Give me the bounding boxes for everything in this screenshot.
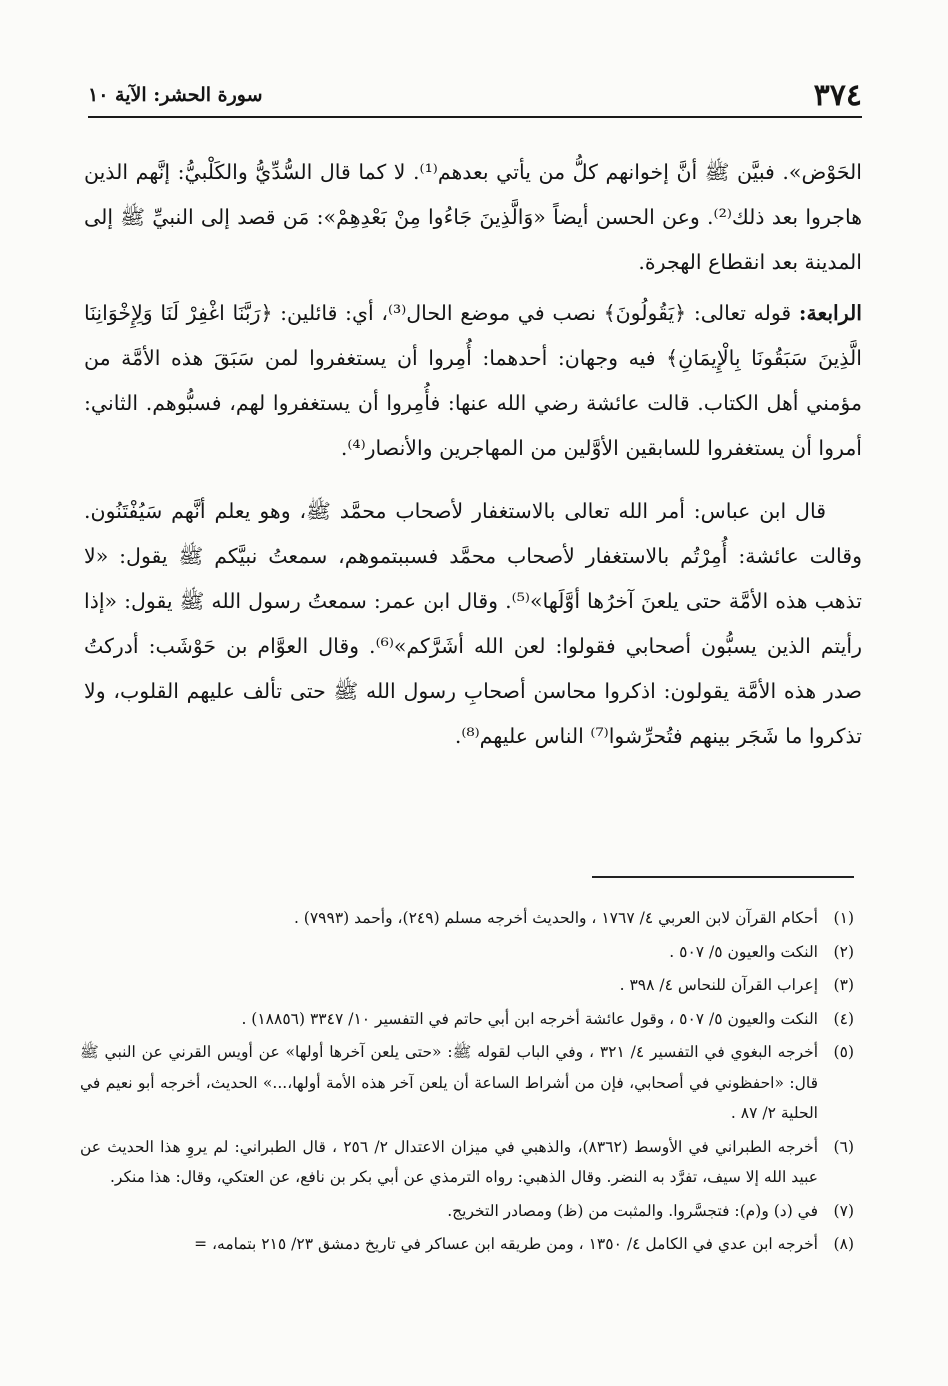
footnote-text: إعراب القرآن للنحاس ٤/ ٣٩٨ . — [619, 976, 818, 994]
footnotes — [80, 903, 854, 1263]
footnote-1 — [80, 903, 854, 934]
paragraph-2-text: قوله تعالى: ﴿يَقُولُونَ﴾ نصب في موضع الحال⁽³⁾، أي: قائلين: ﴿رَبَّنَا اغْفِرْ لَنَا وَلِإِخْوَانِنَا الَّذِينَ سَبَقُونَا بِالْإِيمَانِ﴾ فيه وجهان: أحدهما: أُمِروا أن يستغفروا لمن سَبَقَ هذه الأمَّة من مؤمني أهل الكتاب. قالت عائشة رضي الله عنها: فأُمِروا أن يستغفروا لهم، فسبُّوهم. الثاني: أمروا أن يستغفروا للسابقين الأوَّلين من المهاجرين والأنصار⁽⁴⁾. — [84, 301, 862, 460]
footnote-number: (٣) — [833, 976, 854, 994]
footnote-text: في (د) و(م): فتجسَّروا. والمثبت من (ظ) ومصادر التخريج. — [447, 1201, 818, 1220]
footnote-text: النكت والعيون ٥/ ٥٠٧ ، وقول عائشة أخرجه ابن أبي حاتم في التفسير ١٠/ ٣٣٤٧ (١٨٨٥٦) . — [241, 1009, 818, 1028]
footnote-number: (٧) — [833, 1201, 854, 1220]
footnote-number: (٥) — [833, 1043, 854, 1061]
footnote-number: (١) — [833, 909, 854, 927]
footnote-text: أخرجه البغوي في التفسير ٤/ ٣٢١ ، وفي الباب لقوله ﷺ: «حتى يلعن آخرها أولها» عن أويس القرني عن النبي ﷺ قال: «احفظوني في أصحابي، فإن من أشراط الساعة أن يلعن آخر هذه الأمة أولها،...» الحديث، أخرجه أبو نعيم في الحلية ٢/ ٨٧ . — [80, 1043, 819, 1122]
main-text — [84, 150, 862, 759]
footnote-number: (٢) — [833, 942, 854, 961]
footnote-6 — [80, 1132, 854, 1193]
footnote-separator — [592, 876, 854, 878]
footnote-text: أخرجه ابن عدي في الكامل ٤/ ١٣٥٠ ، ومن طريقه ابن عساكر في تاريخ دمشق ٢٣/ ٢١٥ بتمامه، = — [194, 1235, 818, 1253]
running-title: سورة الحشر: الآية ١٠ — [88, 84, 263, 106]
footnote-text: أحكام القرآن لابن العربي ٤/ ١٧٦٧ ، والحديث أخرجه مسلم (٢٤٩)، وأحمد (٧٩٩٣) . — [293, 909, 818, 927]
footnote-7 — [80, 1196, 854, 1227]
footnote-text: أخرجه الطبراني في الأوسط (٨٣٦٢)، والذهبي في ميزان الاعتدال ٢/ ٢٥٦ ، قال الطبراني: لم يروِ هذا الحديث عن عبيد الله إلا سيف، تفرَّد به النضر. وقال الذهبي: رواه الترمذي عن أبي بكر بن نافع، عن العتكي، وقال: هذا منكر. — [80, 1137, 819, 1186]
page-number: ٣٧٤ — [813, 77, 862, 113]
footnote-4 — [80, 1004, 854, 1035]
footnote-text: النكت والعيون ٥/ ٥٠٧ . — [669, 942, 818, 961]
footnote-8 — [80, 1229, 854, 1260]
footnote-2 — [80, 937, 854, 968]
paragraph-2-lead: الرابعة: — [798, 301, 862, 325]
footnote-5 — [80, 1037, 854, 1129]
paragraph-1: الحَوْض». فبيَّن ﷺ أنَّ إخوانهم كلُّ من يأتي بعدهم⁽¹⁾. لا كما قال السُّدِّيُّ والكَلْبيُّ: إنَّهم الذين هاجروا بعد ذلك⁽²⁾. وعن الحسن أيضاً «وَالَّذِينَ جَاءُوا مِنْ بَعْدِهِمْ»: مَن قصد إلى النبيِّ ﷺ إلى المدينة بعد انقطاع الهجرة. — [84, 160, 863, 274]
footnote-number: (٨) — [833, 1235, 854, 1253]
footnote-3 — [80, 970, 854, 1001]
page-header — [88, 74, 862, 118]
paragraph-3: قال ابن عباس: أمر الله تعالى بالاستغفار لأصحاب محمَّد ﷺ، وهو يعلم أنَّهم سَيُفْتَنُون. وقالت عائشة: أُمِرْتُم بالاستغفار لأصحاب محمَّد فسببتموهم، سمعتُ نبيَّكم ﷺ يقول: «لا تذهب هذه الأمَّة حتى يلعنَ آخرُها أوَّلَها»⁽⁵⁾. وقال ابن عمر: سمعتُ رسول الله ﷺ يقول: «إذا رأيتم الذين يسبُّون أصحابي فقولوا: لعن الله أشَرَّكم»⁽⁶⁾. وقال العوَّام بن حَوْشَب: أدركتُ صدر هذه الأمَّة يقولون: اذكروا محاسن أصحابِ رسول الله ﷺ حتى تألف عليهم القلوب، ولا تذكروا ما شَجَر بينهم فتُحرِّشوا⁽⁷⁾ الناس عليهم⁽⁸⁾. — [84, 499, 862, 748]
footnote-number: (٦) — [833, 1137, 854, 1156]
footnote-number: (٤) — [833, 1009, 854, 1028]
paragraph-2 — [84, 291, 862, 471]
